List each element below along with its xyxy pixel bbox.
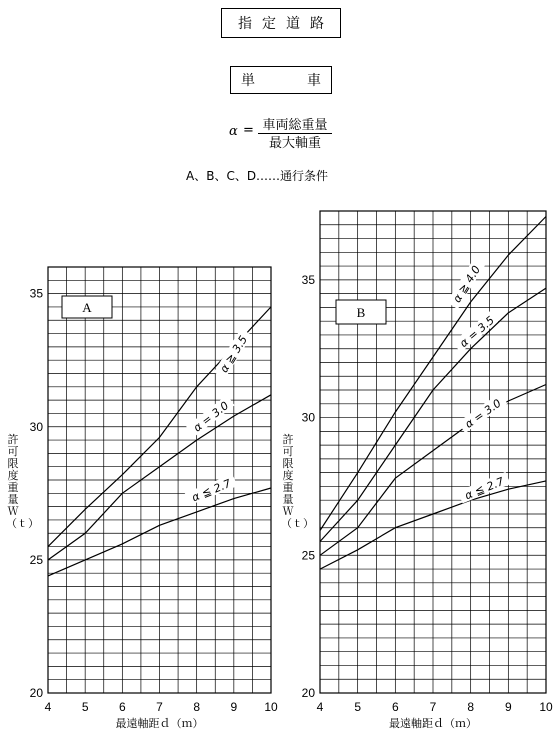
x-tick-label: 10 [539, 700, 553, 714]
formula-denominator: 最大軸重 [268, 136, 321, 151]
formula-numerator: 車両総重量 [258, 114, 332, 134]
y-tick-label: 35 [301, 272, 315, 287]
x-tick-label: 8 [193, 700, 201, 714]
page-title: 指定道路 [238, 16, 334, 32]
x-tick-label: 5 [354, 700, 362, 714]
x-tick-label: 9 [504, 700, 512, 714]
grid [320, 211, 546, 693]
chart-a-ylabel: 許可限度重量Ｗ（ｔ） [6, 433, 39, 530]
series-label: α ≦ 2.7 [463, 474, 506, 503]
chart-b-ylabel: 許可限度重量Ｗ（ｔ） [281, 433, 314, 530]
series-label-group [458, 393, 508, 434]
grid [48, 267, 271, 693]
series-label-group [452, 310, 500, 354]
x-tick-label: 7 [429, 700, 437, 714]
formula-equals: = [243, 123, 254, 138]
chart-panel-b [302, 211, 553, 730]
x-tick-label: 5 [81, 700, 89, 714]
x-tick-label: 4 [316, 700, 324, 714]
vehicle-type-left: 単 [241, 73, 255, 89]
y-tick-label: 25 [301, 548, 315, 563]
panel-label: A [82, 300, 92, 315]
y-tick-label: 35 [29, 286, 43, 301]
x-tick-label: 7 [156, 700, 163, 714]
series-label-group [458, 472, 511, 504]
series-label-group [214, 328, 253, 379]
series-label: α ≦ 2.7 [190, 476, 233, 505]
y-tick-label: 20 [29, 686, 43, 700]
x-tick-label: 8 [467, 700, 475, 714]
series-label: α = 3.0 [190, 399, 232, 435]
y-tick-label: 30 [29, 419, 43, 434]
series-label: α ≧ 4.0 [450, 263, 484, 306]
y-tick-label: 20 [301, 686, 315, 700]
y-tick-label: 25 [29, 552, 43, 567]
x-tick-label: 10 [264, 700, 278, 714]
series-label: α = 3.0 [462, 396, 504, 431]
panel-label: B [356, 305, 366, 320]
x-tick-label: 6 [391, 700, 399, 714]
series-label: α ≧ 3.5 [217, 333, 251, 376]
x-axis-label: 最遠軸距ｄ（ｍ） [115, 717, 204, 730]
x-axis-label: 最遠軸距ｄ（ｍ） [389, 717, 477, 730]
chart-panel-a [30, 267, 278, 730]
x-tick-label: 4 [44, 700, 52, 714]
vehicle-type-right: 車 [307, 73, 321, 89]
x-tick-label: 9 [230, 700, 238, 714]
series-label: α = 3.5 [457, 313, 497, 350]
x-tick-label: 6 [118, 700, 126, 714]
y-tick-label: 30 [301, 410, 315, 425]
conditions-note: A、B、C、D……通行条件 [186, 169, 329, 183]
series-label-group [185, 474, 238, 506]
formula-symbol: α [229, 124, 238, 139]
